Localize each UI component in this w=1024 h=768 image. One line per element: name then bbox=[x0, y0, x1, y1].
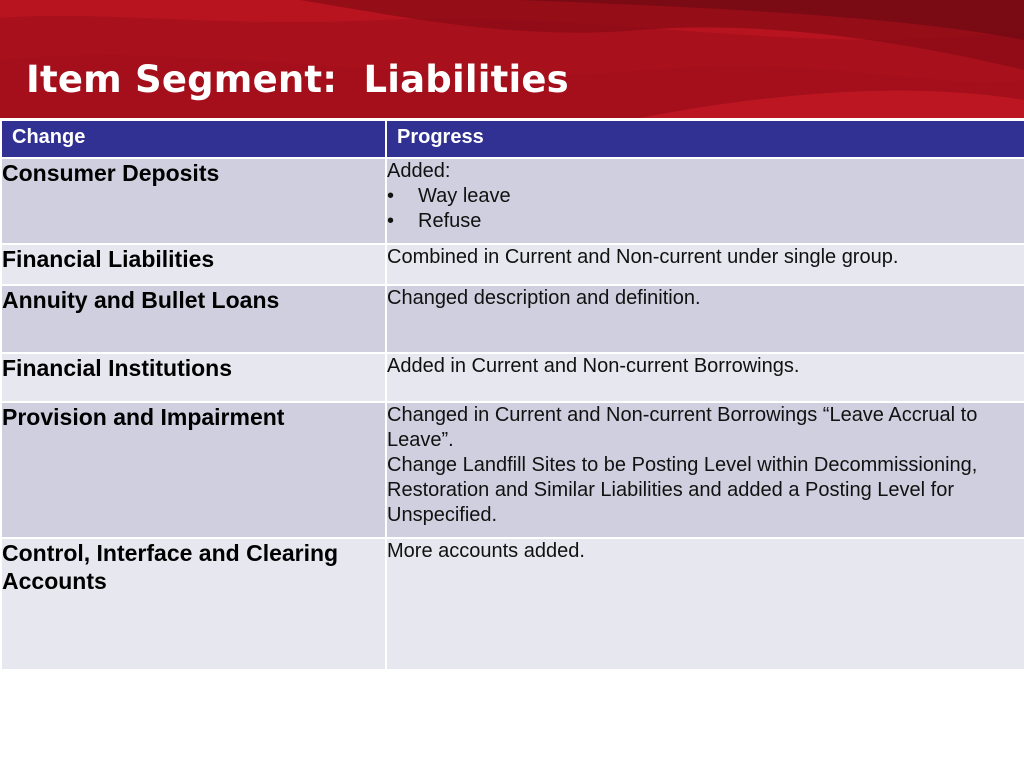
progress-bullet-list bbox=[387, 184, 1024, 234]
change-cell: Consumer Deposits bbox=[1, 158, 386, 244]
progress-cell: Combined in Current and Non-current under single group. bbox=[386, 244, 1024, 285]
change-cell: Financial Liabilities bbox=[1, 244, 386, 285]
title-banner bbox=[0, 0, 1024, 118]
progress-line: Change Landfill Sites to be Posting Level within Decommissioning, Restoration and Similar Liabilities and added a Posting Level for Unspecified. bbox=[387, 454, 978, 526]
progress-cell: More accounts added. bbox=[386, 538, 1024, 670]
list-item: • Way leave bbox=[387, 184, 1024, 209]
change-cell: Control, Interface and Clearing Accounts bbox=[1, 538, 386, 670]
table-row bbox=[1, 538, 1024, 670]
progress-cell bbox=[386, 158, 1024, 244]
progress-cell: Added in Current and Non-current Borrowings. bbox=[386, 353, 1024, 402]
table-row bbox=[1, 285, 1024, 353]
table-row bbox=[1, 353, 1024, 402]
table-header-row bbox=[1, 120, 1024, 158]
progress-cell: Changed description and definition. bbox=[386, 285, 1024, 353]
change-cell: Annuity and Bullet Loans bbox=[1, 285, 386, 353]
progress-intro: Added: bbox=[387, 160, 451, 182]
table-row bbox=[1, 402, 1024, 538]
table-row bbox=[1, 158, 1024, 244]
list-item: • Refuse bbox=[387, 209, 1024, 234]
slide-title: Item Segment: Liabilities bbox=[26, 58, 569, 101]
change-cell: Provision and Impairment bbox=[1, 402, 386, 538]
progress-cell bbox=[386, 402, 1024, 538]
change-cell: Financial Institutions bbox=[1, 353, 386, 402]
column-header-progress: Progress bbox=[386, 120, 1024, 158]
progress-line: Changed in Current and Non-current Borrowings “Leave Accrual to Leave”. bbox=[387, 404, 978, 451]
liabilities-table bbox=[0, 119, 1024, 671]
column-header-change: Change bbox=[1, 120, 386, 158]
table-row bbox=[1, 244, 1024, 285]
